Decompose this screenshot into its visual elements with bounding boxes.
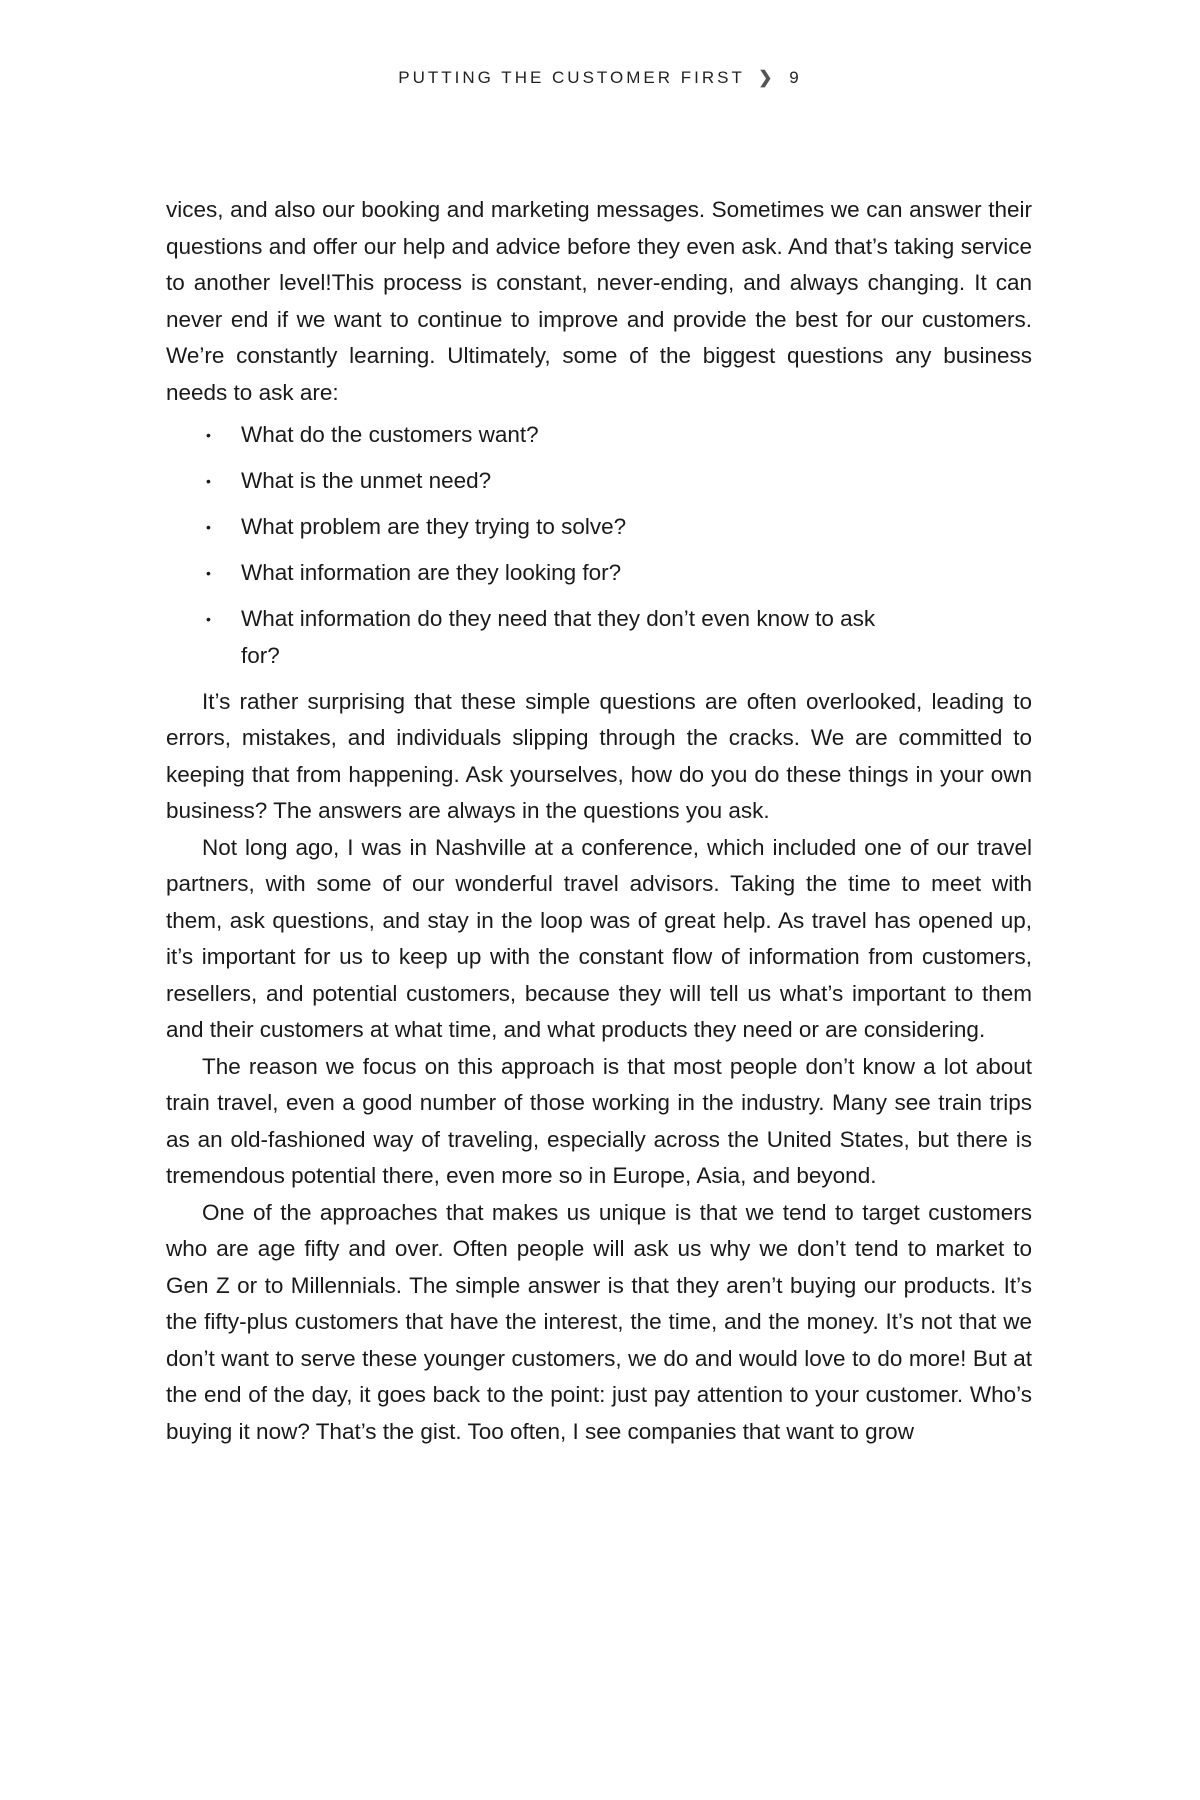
running-header xyxy=(0,68,1200,88)
bullet-icon: • xyxy=(206,565,211,581)
list-item xyxy=(166,601,901,674)
paragraph: The reason we focus on this approach is that most people don’t know a lot about train travel, even a good number of those working in the industry. Many see train trips as an old-fashioned way of traveling, especially across the United States, but there is tremendous potential there, even more so in Europe, Asia, and beyond. xyxy=(166,1053,1032,1188)
header-title: PUTTING THE CUSTOMER FIRST xyxy=(398,68,745,87)
bullet-icon: • xyxy=(206,427,211,443)
paragraph: Not long ago, I was in Nashville at a conference, which included one of our travel partners, with some of our wonderful travel advisors. Taking the time to meet with them, ask questions, and stay in the loop was of great help. As travel has opened up, it’s important for us to keep up with the constant flow of information from customers, resellers, and potential customers, because they will tell us what’s important to them and their customers at what time, and what products they need or are considering. xyxy=(166,834,1032,1042)
question-list xyxy=(166,417,1032,674)
body-text xyxy=(166,192,1032,1450)
bullet-icon: • xyxy=(206,519,211,535)
list-item-text: What information do they need that they don’t even know to ask for? xyxy=(241,606,876,668)
list-item-text: What is the unmet need? xyxy=(241,468,492,493)
list-item xyxy=(166,509,901,546)
page-number: 9 xyxy=(789,68,802,87)
list-item-text: What information are they looking for? xyxy=(241,560,622,585)
chevron-right-icon: ❯ xyxy=(758,68,776,87)
paragraph: It’s rather surprising that these simple questions are often overlooked, leading to errors, mistakes, and individuals slipping through the cracks. We are committed to keeping that from happening. Ask yourselves, how do you do these things in your own business? The answers are always in the questions you ask. xyxy=(166,688,1032,823)
list-item xyxy=(166,555,901,592)
bullet-icon: • xyxy=(206,473,211,489)
list-item-text: What do the customers want? xyxy=(241,422,539,447)
list-item-text: What problem are they trying to solve? xyxy=(241,514,627,539)
list-item xyxy=(166,463,901,500)
paragraph: vices, and also our booking and marketing messages. Sometimes we can answer their questions and offer our help and advice before they even ask. And that’s taking service to another level!This process is constant, never-ending, and always changing. It can never end if we want to continue to improve and provide the best for our customers. We’re constantly learning. Ultimately, some of the biggest questions any business needs to ask are: xyxy=(166,197,1032,405)
paragraph: One of the approaches that makes us unique is that we tend to target customers who are age fifty and over. Often people will ask us why we don’t tend to market to Gen Z or to Millennials. The simple answer is that they aren’t buying our products. It’s the fifty-plus customers that have the interest, the time, and the money. It’s not that we don’t want to serve these younger customers, we do and would love to do more! But at the end of the day, it goes back to the point: just pay attention to your customer. Who’s buying it now? That’s the gist. Too often, I see companies that want to grow xyxy=(166,1199,1032,1444)
bullet-icon: • xyxy=(206,611,211,627)
list-item xyxy=(166,417,901,454)
